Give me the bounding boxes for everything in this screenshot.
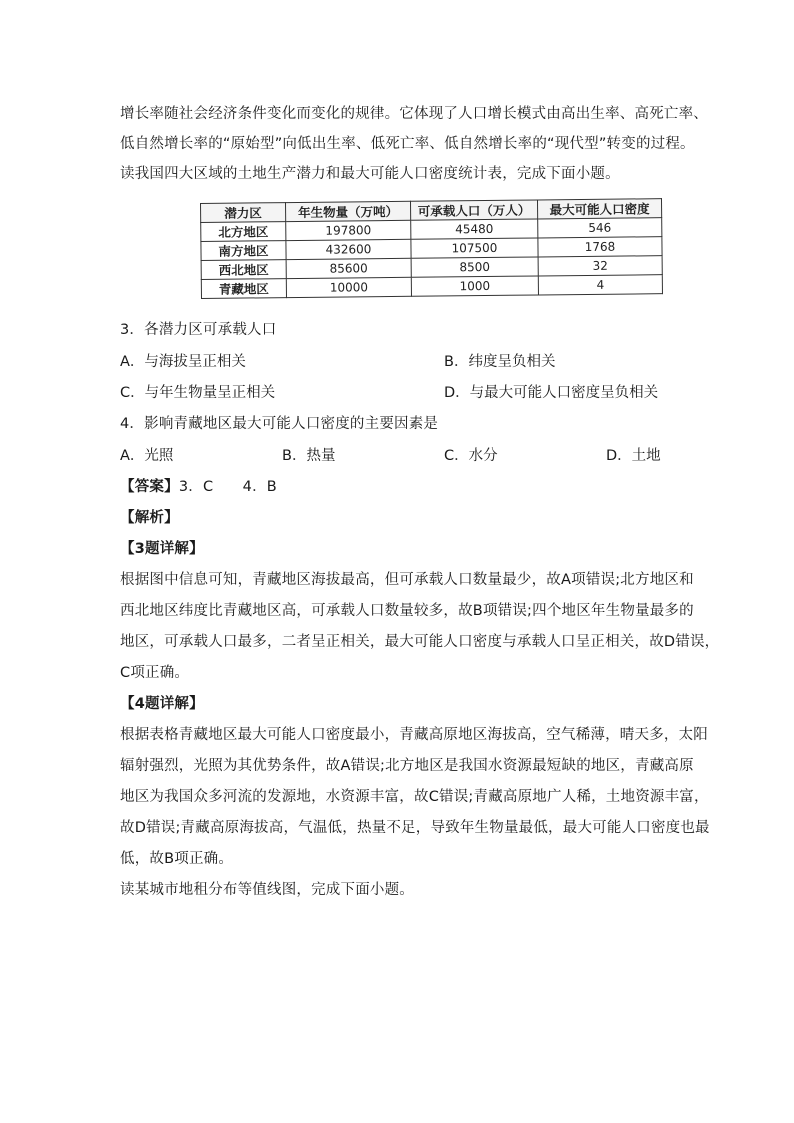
question-4-stem: 4．影响青藏地区最大可能人口密度的主要因素是 xyxy=(120,416,439,432)
next-question-intro: 读某城市地租分布等值线图，完成下面小题。 xyxy=(120,882,414,898)
detail-3-label: 【3题详解】 xyxy=(120,541,204,557)
detail-4-line: 低，故B项正确。 xyxy=(120,851,234,867)
table-header-cell: 最大可能人口密度 xyxy=(537,199,661,219)
question-3-option-a: A．与海拔呈正相关 xyxy=(120,354,246,370)
table-header-cell: 潜力区 xyxy=(201,203,286,223)
table-header-cell: 可承载人口（万人） xyxy=(410,200,537,220)
intro-line-3: 读我国四大区域的土地生产潜力和最大可能人口密度统计表，完成下面小题。 xyxy=(120,166,620,182)
question-4-option-c: C．水分 xyxy=(444,448,498,464)
scanned-table-image xyxy=(200,198,663,303)
question-3-option-c: C．与年生物量呈正相关 xyxy=(120,385,276,401)
detail-4-line: 辐射强烈，光照为其优势条件，故A错误;北方地区是我国水资源最短缺的地区，青藏高原 xyxy=(120,758,694,774)
answer-label: 【答案】 xyxy=(120,479,179,495)
detail-4-line: 根据表格青藏地区最大可能人口密度最小，青藏高原地区海拔高，空气稀薄，晴天多，太阳 xyxy=(120,727,708,743)
question-4-option-d: D．土地 xyxy=(606,448,661,464)
table-cell: 85600 xyxy=(286,258,411,278)
detail-3-line: C项正确。 xyxy=(120,665,190,681)
table-cell: 546 xyxy=(538,218,662,238)
intro-line-1: 增长率随社会经济条件变化而变化的规律。它体现了人口增长模式由高出生率、高死亡率、 xyxy=(120,106,708,122)
detail-3-line: 地区，可承载人口最多，二者呈正相关，最大可能人口密度与承载人口呈正相关，故D错误， xyxy=(120,634,720,650)
analysis-label: 【解析】 xyxy=(120,510,179,526)
table-cell: 青藏地区 xyxy=(201,279,286,299)
table-cell: 32 xyxy=(538,256,662,276)
intro-line-2: 低自然增长率的“原始型”向低出生率、低死亡率、低自然增长率的“现代型”转变的过程。 xyxy=(120,136,695,152)
table-header-cell: 年生物量（万吨） xyxy=(286,201,411,221)
answer-line xyxy=(120,477,277,497)
table-cell: 10000 xyxy=(286,277,411,297)
population-potential-table xyxy=(200,198,663,299)
question-3-option-d: D．与最大可能人口密度呈负相关 xyxy=(444,385,659,401)
question-3-option-b: B．纬度呈负相关 xyxy=(444,354,556,370)
table-cell: 1768 xyxy=(538,237,662,257)
question-4-option-b: B．热量 xyxy=(282,448,336,464)
table-cell: 45480 xyxy=(411,219,538,239)
question-3-stem: 3．各潜力区可承载人口 xyxy=(120,322,277,338)
table-cell: 4 xyxy=(538,275,662,295)
question-4-option-a: A．光照 xyxy=(120,448,174,464)
table-cell: 432600 xyxy=(286,239,411,259)
table-cell: 北方地区 xyxy=(201,222,286,242)
table-cell: 107500 xyxy=(411,238,538,258)
detail-3-line: 西北地区纬度比青藏地区高，可承载人口数量较多，故B项错误;四个地区年生物量最多的 xyxy=(120,603,694,619)
table-cell: 南方地区 xyxy=(201,241,286,261)
detail-4-line: 地区为我国众多河流的发源地，水资源丰富，故C错误;青藏高原地广人稀，土地资源丰富， xyxy=(120,789,709,805)
table-row xyxy=(201,275,662,299)
table-cell: 西北地区 xyxy=(201,260,286,280)
detail-3-line: 根据图中信息可知，青藏地区海拔最高，但可承载人口数量最少，故A项错误;北方地区和 xyxy=(120,572,694,588)
detail-4-line: 故D错误;青藏高原海拔高，气温低，热量不足，导致年生物量最低，最大可能人口密度也最 xyxy=(120,820,710,836)
table-cell: 1000 xyxy=(411,276,538,296)
table-cell: 8500 xyxy=(411,257,538,277)
answer-value: 3．C 4．B xyxy=(178,479,277,495)
table-cell: 197800 xyxy=(286,220,411,240)
detail-4-label: 【4题详解】 xyxy=(120,696,204,712)
